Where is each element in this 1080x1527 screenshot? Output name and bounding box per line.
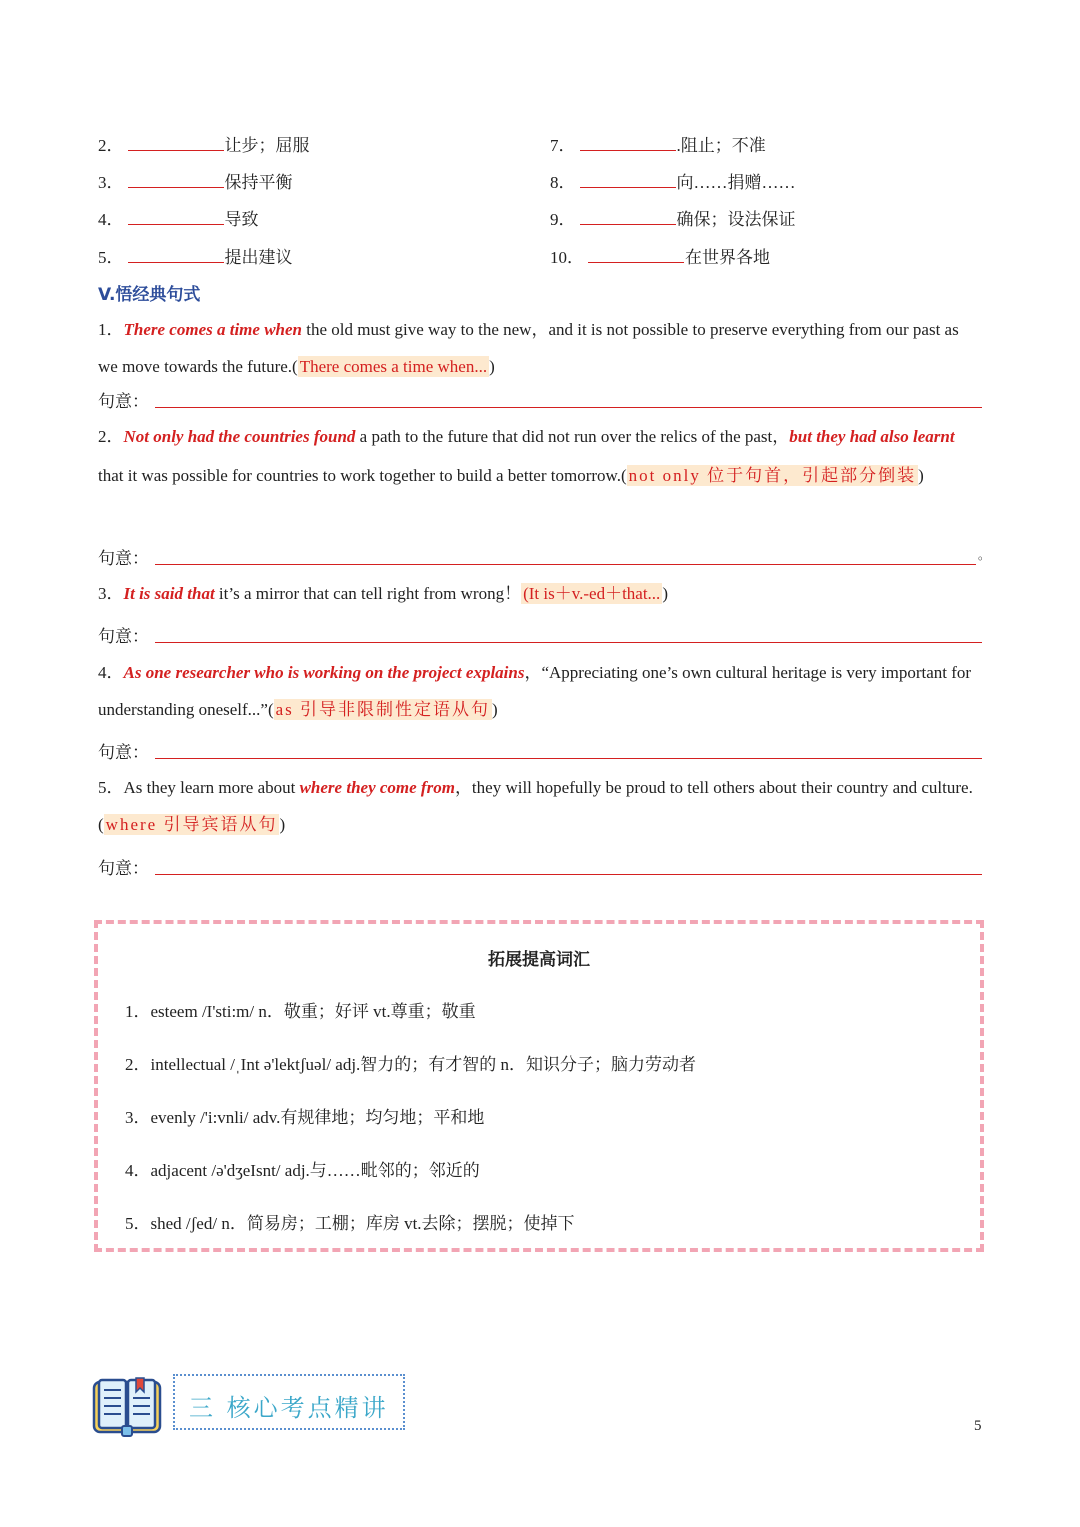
phrase-row-3 bbox=[98, 168, 293, 193]
sentence-text: it’s a mirror that can tell right from wrong！ bbox=[214, 584, 522, 603]
phrase-meaning: 向……捐赠…… bbox=[676, 173, 796, 192]
key-structure: It is said that bbox=[123, 584, 215, 603]
meaning-row-1 bbox=[98, 387, 982, 411]
phrase-row-10 bbox=[550, 243, 770, 268]
meaning-label: 句意： bbox=[98, 392, 149, 411]
key-structure: but they had also learnt bbox=[789, 427, 955, 446]
phrase-meaning: 提出建议 bbox=[224, 248, 293, 267]
sentence-num: 1． bbox=[98, 320, 124, 339]
sentence-num: 4． bbox=[98, 663, 124, 682]
sentence-num: 2． bbox=[98, 427, 124, 446]
answer-blank[interactable] bbox=[580, 210, 676, 225]
grammar-hint: where 引导宾语从句 bbox=[105, 815, 278, 834]
meaning-row-2 bbox=[98, 544, 990, 568]
section-label-box bbox=[173, 1374, 405, 1430]
phrase-num: 4． bbox=[98, 210, 124, 229]
phrase-row-5 bbox=[98, 243, 293, 268]
answer-blank[interactable] bbox=[128, 210, 224, 225]
meaning-input-line[interactable] bbox=[155, 874, 982, 875]
meaning-row-3 bbox=[98, 622, 982, 646]
meaning-label: 句意： bbox=[98, 549, 149, 568]
phrase-num: 9． bbox=[550, 210, 576, 229]
phrase-meaning: 在世界各地 bbox=[685, 248, 770, 267]
vocab-item: 4．adjacent /ə'dʒeIsnt/ adj.与……毗邻的；邻近的 bbox=[125, 1161, 480, 1180]
paren-close: ) bbox=[918, 466, 924, 485]
sentence-num: 3． bbox=[98, 584, 124, 603]
meaning-input-line[interactable] bbox=[155, 564, 976, 565]
key-structure: where they come from bbox=[299, 778, 455, 797]
phrase-num: 7． bbox=[550, 136, 576, 155]
sentence-text: ，they will hopefully be proud to tell others about their country and culture.( bbox=[98, 778, 973, 834]
meaning-label: 句意： bbox=[98, 743, 149, 762]
meaning-label: 句意： bbox=[98, 627, 149, 646]
grammar-hint: (It is＋v.-ed＋that... bbox=[523, 584, 661, 603]
phrase-num: 3． bbox=[98, 173, 124, 192]
sentence-num: 5． bbox=[98, 778, 124, 797]
phrase-num: 2． bbox=[98, 136, 124, 155]
answer-blank[interactable] bbox=[128, 136, 224, 151]
grammar-hint: There comes a time when... bbox=[299, 357, 488, 376]
phrase-num: 5． bbox=[98, 248, 124, 267]
paren-close: ) bbox=[662, 584, 668, 603]
key-structure: As one researcher who is working on the project explains bbox=[123, 663, 525, 682]
phrase-row-2 bbox=[98, 131, 310, 156]
key-structure: There comes a time when bbox=[123, 320, 302, 339]
key-structure: Not only had the countries found bbox=[123, 427, 356, 446]
phrase-meaning: 让步；屈服 bbox=[224, 136, 310, 155]
vocab-item: 2．intellectual /ˌInt ə'lektʃuəl/ adj.智力的；有才智的 n．知识分子；脑力劳动者 bbox=[125, 1055, 697, 1074]
vocab-box-title: 拓展提高词汇 bbox=[488, 950, 590, 970]
answer-blank[interactable] bbox=[128, 173, 224, 188]
phrase-row-4 bbox=[98, 205, 259, 230]
vocab-item: 3．evenly /'i:vnli/ adv.有规律地；均匀地；平和地 bbox=[125, 1108, 485, 1127]
paren-close: ) bbox=[279, 815, 286, 834]
paren-close: ) bbox=[492, 700, 498, 719]
sentence-4 bbox=[98, 654, 982, 728]
sentence-text: ，“Appreciating one’s own cultural heritage is very important for understanding oneself...”( bbox=[98, 663, 972, 719]
phrase-meaning: 确保；设法保证 bbox=[676, 210, 796, 229]
vocab-item: 1．esteem /I'sti:m/ n．敬重；好评 vt.尊重；敬重 bbox=[125, 1002, 476, 1021]
vocab-item: 5．shed /ʃed/ n．简易房；工棚；库房 vt.去除；摆脱；使掉下 bbox=[125, 1214, 575, 1233]
sentence-2 bbox=[98, 417, 982, 495]
sentence-text: a path to the future that did not run over the relics of the past， bbox=[355, 427, 790, 446]
sentence-3 bbox=[98, 575, 982, 612]
meaning-input-line[interactable] bbox=[155, 758, 982, 759]
sentence-text: that it was possible for countries to work together to build a better tomorrow.( bbox=[98, 466, 627, 485]
phrase-row-9 bbox=[550, 205, 796, 230]
meaning-row-5 bbox=[98, 854, 982, 878]
grammar-hint: as 引导非限制性定语从句 bbox=[275, 700, 491, 719]
answer-blank[interactable] bbox=[128, 248, 224, 263]
paren-close: ) bbox=[489, 357, 495, 376]
meaning-label: 句意： bbox=[98, 859, 149, 878]
grammar-hint: not only 位于句首，引起部分倒装 bbox=[628, 466, 917, 485]
phrase-row-8 bbox=[550, 168, 796, 193]
phrase-num: 10． bbox=[550, 248, 584, 267]
book-icon bbox=[92, 1376, 162, 1438]
phrase-meaning: .阻止；不准 bbox=[676, 136, 766, 155]
meaning-input-line[interactable] bbox=[155, 642, 982, 643]
full-stop: 。 bbox=[977, 548, 990, 562]
meaning-row-4 bbox=[98, 738, 982, 762]
answer-blank[interactable] bbox=[588, 248, 684, 263]
section-title: V.悟经典句式 bbox=[98, 285, 201, 305]
answer-blank[interactable] bbox=[580, 136, 676, 151]
page-number: 5 bbox=[974, 1418, 982, 1434]
section-label: 三 核心考点精讲 bbox=[189, 1394, 389, 1422]
phrase-num: 8． bbox=[550, 173, 576, 192]
sentence-text: the old must give way to the new，and it is not possible to preserve everything from our past as we move towards the future.( bbox=[98, 320, 959, 376]
sentence-1 bbox=[98, 311, 982, 385]
sentence-5 bbox=[98, 769, 982, 843]
phrase-meaning: 保持平衡 bbox=[224, 173, 293, 192]
answer-blank[interactable] bbox=[580, 173, 676, 188]
sentence-text: As they learn more about bbox=[123, 778, 300, 797]
phrase-meaning: 导致 bbox=[224, 210, 259, 229]
phrase-row-7 bbox=[550, 131, 766, 156]
meaning-input-line[interactable] bbox=[155, 407, 982, 408]
